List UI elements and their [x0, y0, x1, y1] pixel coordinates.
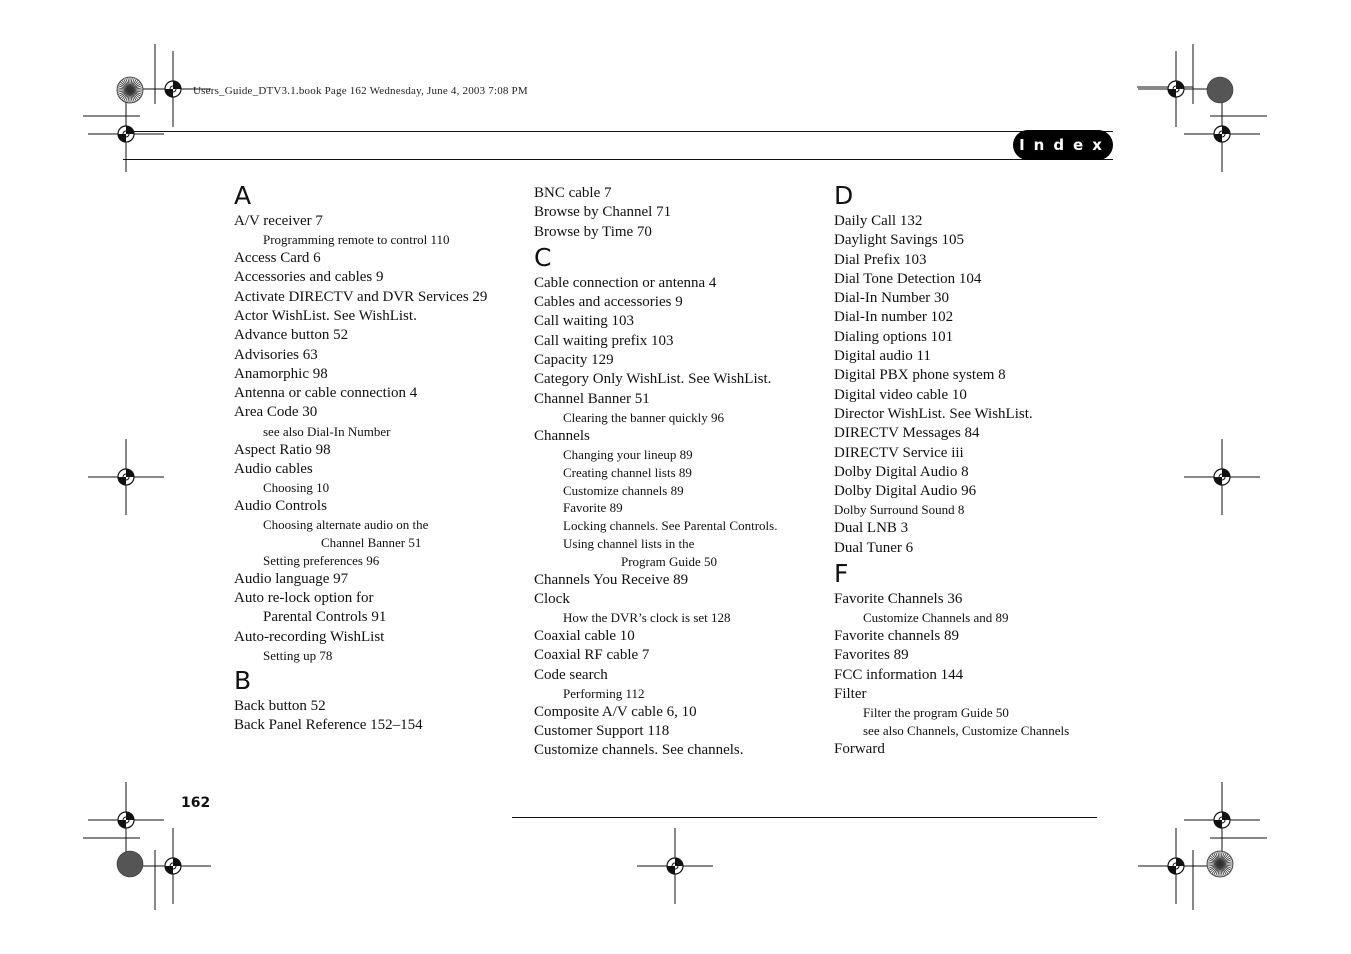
- index-letter-heading: A: [234, 181, 252, 210]
- index-entry: Composite A/V cable 6, 10: [534, 703, 697, 720]
- index-entry: Favorite channels 89: [834, 627, 959, 644]
- index-subentry: Programming remote to control 110: [263, 232, 450, 248]
- index-entry: Area Code 30: [234, 404, 318, 421]
- index-subentry: Setting preferences 96: [263, 552, 380, 568]
- index-subentry: Locking channels. See Parental Controls.: [563, 518, 778, 534]
- index-entry: DIRECTV Messages 84: [834, 425, 980, 442]
- index-entry: Accessories and cables 9: [234, 269, 384, 286]
- index-subentry: see also Channels, Customize Channels: [863, 722, 1070, 738]
- index-entry: Dual Tuner 6: [834, 539, 914, 556]
- index-entry: Call waiting prefix 103: [534, 332, 674, 349]
- index-entry: Access Card 6: [234, 250, 321, 267]
- index-subentry-continued: Channel Banner 51: [321, 535, 422, 551]
- index-entry: Customer Support 118: [534, 723, 670, 740]
- index-entry: Audio cables: [234, 460, 313, 477]
- index-entry: DIRECTV Service iii: [834, 444, 964, 461]
- star-target-bottom-right: [1205, 849, 1235, 879]
- index-entry: Aspect Ratio 98: [234, 441, 331, 458]
- index-entry: Browse by Channel 71: [534, 204, 672, 221]
- index-entry: Dolby Digital Audio 8: [834, 463, 969, 480]
- index-subentry: Favorite 89: [563, 500, 623, 516]
- index-subentry: Clearing the banner quickly 96: [563, 409, 725, 425]
- index-entry: A/V receiver 7: [234, 213, 323, 229]
- index-subentry: How the DVR’s clock is set 128: [563, 610, 731, 626]
- print-slug: Users_Guide_DTV3.1.book Page 162 Wednesday, June 4, 2003 7:08 PM: [193, 85, 528, 97]
- index-subentry: Filter the program Guide 50: [863, 705, 1009, 721]
- index-subentry: Performing 112: [563, 685, 645, 701]
- index-subentry: Choosing 10: [263, 480, 330, 496]
- index-entry: Dialing options 101: [834, 328, 954, 345]
- index-entry: Digital audio 11: [834, 348, 931, 365]
- index-entry: Channels You Receive 89: [534, 571, 689, 588]
- index-entry: Anamorphic 98: [234, 365, 328, 382]
- index-subentry: Setting up 78: [263, 647, 333, 663]
- index-entry: Dial Prefix 103: [834, 251, 927, 268]
- index-entry: Customize channels. See channels.: [534, 742, 744, 759]
- index-subentry: Customize channels 89: [563, 482, 684, 498]
- color-patch-bottom-left: [115, 849, 145, 879]
- index-entry: Daylight Savings 105: [834, 232, 964, 249]
- index-entry: Favorite Channels 36: [834, 590, 963, 607]
- page-number: 162: [181, 795, 211, 811]
- index-entry: Activate DIRECTV and DVR Services 29: [234, 288, 488, 305]
- index-entry: Back Panel Reference 152–154: [234, 716, 423, 733]
- index-entry-small: Dolby Surround Sound 8: [834, 502, 965, 518]
- index-entry: Actor WishList. See WishList.: [234, 307, 417, 324]
- index-entry: Director WishList. See WishList.: [834, 405, 1033, 422]
- index-entry: Antenna or cable connection 4: [234, 385, 418, 402]
- index-entry: Channels: [534, 427, 590, 444]
- index-entry: Browse by Time 70: [534, 223, 652, 240]
- index-entry: Dial-In number 102: [834, 309, 954, 326]
- index-subentry: Customize Channels and 89: [863, 610, 1009, 626]
- index-subentry-continued: Program Guide 50: [621, 553, 718, 569]
- index-entry: Digital video cable 10: [834, 386, 967, 403]
- index-entry-continued: Parental Controls 91: [263, 609, 387, 626]
- index-entry: Code search: [534, 666, 608, 683]
- index-entry: FCC information 144: [834, 666, 964, 683]
- index-entry: Forward: [834, 740, 885, 757]
- index-entry: Audio language 97: [234, 570, 349, 587]
- index-letter-heading: F: [834, 558, 849, 588]
- index-entry: Digital PBX phone system 8: [834, 367, 1006, 384]
- index-entry: Dial Tone Detection 104: [834, 270, 982, 287]
- index-subentry: Creating channel lists 89: [563, 464, 692, 480]
- index-entry: Dolby Digital Audio 96: [834, 483, 977, 500]
- index-entry: Advisories 63: [234, 346, 318, 363]
- index-entry: Audio Controls: [234, 497, 327, 514]
- index-subentry: Using channel lists in the: [563, 536, 695, 552]
- index-entry: Cables and accessories 9: [534, 294, 683, 311]
- star-target-top-left: [115, 75, 145, 105]
- index-entry: Call waiting 103: [534, 313, 634, 330]
- section-tab-index: Index: [1013, 130, 1113, 160]
- index-entry: Clock: [534, 590, 570, 607]
- color-patch-top-right: [1205, 75, 1235, 105]
- index-entry: Category Only WishList. See WishList.: [534, 371, 772, 388]
- index-letter-heading: D: [834, 181, 854, 210]
- index-entry: Dual LNB 3: [834, 520, 909, 537]
- index-subentry: Changing your lineup 89: [563, 447, 693, 463]
- index-entry: Filter: [834, 685, 867, 702]
- index-entry: Dial-In Number 30: [834, 290, 949, 307]
- index-entry: Capacity 129: [534, 352, 614, 369]
- index-entry: Favorites 89: [834, 647, 909, 664]
- index-entry: Back button 52: [234, 697, 326, 714]
- index-entry: Advance button 52: [234, 327, 349, 344]
- index-letter-heading: B: [234, 665, 252, 695]
- index-entry: Daily Call 132: [834, 213, 923, 229]
- index-entry: BNC cable 7: [534, 185, 612, 201]
- index-entry: Coaxial RF cable 7: [534, 647, 650, 664]
- index-entry: Coaxial cable 10: [534, 628, 635, 645]
- index-subentry: see also Dial-In Number: [263, 423, 391, 439]
- index-letter-heading: C: [534, 242, 552, 272]
- index-entry: Auto re-lock option for: [234, 589, 374, 606]
- index-entry: Auto-recording WishList: [234, 628, 385, 645]
- index-entry: Cable connection or antenna 4: [534, 274, 717, 291]
- index-entry: Channel Banner 51: [534, 390, 650, 407]
- index-subentry: Choosing alternate audio on the: [263, 517, 429, 533]
